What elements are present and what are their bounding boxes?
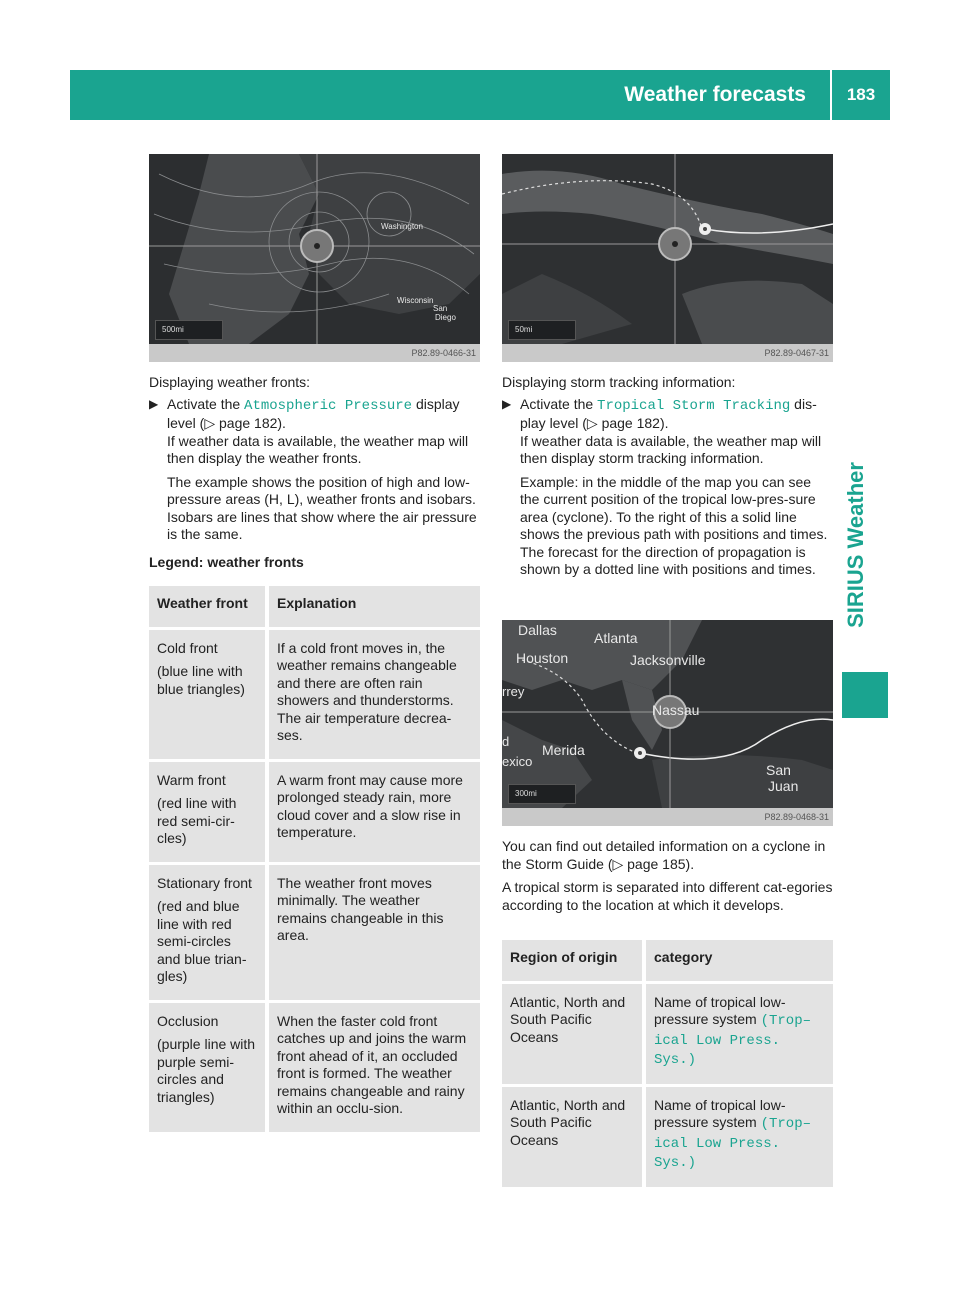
region-cell: Atlantic, North and South Pacific Oceans: [502, 1087, 646, 1190]
explanation-cell: When the faster cold front catches up and joins the warm front ahead of it, an occluded front is formed. The weather remains changeable and rainy within an occlu-sion.: [269, 1003, 480, 1135]
map-label: d: [502, 734, 510, 749]
map-scale: 50mi: [508, 320, 576, 340]
weather-fronts-map: [149, 154, 480, 362]
map-label: Nassau: [652, 702, 700, 718]
table-header-cell: category: [646, 940, 833, 984]
category-text: A tropical storm is separated into different cat-egories according to the location at which it develops.: [502, 879, 833, 913]
map-label: Atlanta: [594, 630, 638, 646]
storm-forecast-map: [502, 620, 833, 826]
instruction-step: ▶ Activate the Tropical Storm Tracking dis-play level (▷ page 182). If weather data is available, the weather map will then display storm tracking information.: [502, 395, 822, 466]
map-label: San: [433, 304, 448, 313]
right-column-lower: [502, 838, 833, 914]
instruction-step: ▶ Activate the Atmospheric Pressure display level (▷ page 182). If weather data is available, the weather map will then display the weather fronts.: [149, 395, 469, 466]
page-number: 183: [846, 85, 876, 104]
chapter-tab: [826, 430, 886, 660]
table-header-cell: Weather front: [149, 586, 269, 630]
example-text: The example shows the position of high and low-pressure areas (H, L), weather fronts and isobars. Isobars are lines that show where the air pressure is the same.: [167, 473, 477, 542]
map-label: Washington: [381, 222, 423, 231]
storm-category-table: [502, 940, 833, 1190]
storm-guide-text: You can find out detailed information on a cyclone in the Storm Guide (▷ page 185).: [502, 838, 826, 872]
map-scale: 500mi: [155, 320, 223, 340]
map-label: Jacksonville: [630, 652, 706, 668]
step-arrow-icon: ▶: [149, 396, 159, 411]
table-header-row: [149, 586, 480, 630]
section-title: Weather forecasts: [624, 83, 806, 106]
example-text: Example: in the middle of the map you can see the current position of the tropical low-pres-sure area (cyclone). To the right of this a solid line shows the previous path with positions and times. The forecast for the direction of propagation is shown by a dotted line with positions and times.: [520, 473, 828, 577]
front-cell: Warm front (red line with red semi-cir-cles): [149, 762, 269, 865]
image-code: P82.89-0468-31: [502, 808, 833, 826]
storm-tracking-map: [502, 154, 833, 362]
map-label: Merida: [542, 742, 585, 758]
left-column: [149, 374, 480, 571]
chapter-tab-label: SIRIUS Weather: [843, 462, 868, 628]
menu-item-reference: Atmospheric Pressure: [244, 397, 413, 414]
legend-title: Legend: weather fronts: [149, 553, 304, 570]
map-label: exico: [502, 754, 533, 769]
front-cell: Stationary front (red and blue line with red semi-circles and blue trian-gles): [149, 865, 269, 1003]
explanation-cell: A warm front may cause more prolonged steady rain, more cloud cover and a slow rise in temperature.: [269, 762, 480, 865]
image-code: P82.89-0466-31: [149, 344, 480, 362]
map-label: Dallas: [518, 622, 557, 638]
weather-fronts-map-graphic: [149, 154, 480, 344]
map-label: Houston: [516, 650, 569, 666]
table-row: [149, 1003, 480, 1135]
map-label: Juan: [768, 778, 799, 794]
table-row: [149, 865, 480, 1003]
table-row: [149, 762, 480, 865]
storm-tracking-map-graphic: [502, 154, 833, 344]
explanation-cell: The weather front moves minimally. The weather remains changeable in this area.: [269, 865, 480, 1003]
table-header-cell: Region of origin: [502, 940, 646, 984]
table-header-row: [502, 940, 833, 984]
chapter-marker: [842, 672, 888, 718]
front-cell: Cold front (blue line with blue triangles): [149, 630, 269, 762]
map-scale: 300mi: [508, 784, 576, 804]
right-column: [502, 374, 833, 579]
step-arrow-icon: ▶: [502, 396, 512, 411]
region-cell: Atlantic, North and South Pacific Oceans: [502, 984, 646, 1087]
table-row: [502, 984, 833, 1087]
table-header-cell: Explanation: [269, 586, 480, 630]
page-header: [70, 70, 890, 120]
category-cell: Name of tropical low-pressure system (Trop–ical Low Press. Sys.): [646, 984, 833, 1087]
intro-text: Displaying storm tracking information:: [502, 374, 736, 390]
table-row: [502, 1087, 833, 1190]
map-label: rrey: [502, 684, 525, 699]
image-code: P82.89-0467-31: [502, 344, 833, 362]
map-label: Diego: [435, 313, 456, 322]
weather-fronts-table: [149, 586, 480, 1135]
menu-item-reference: Tropical Storm Tracking: [597, 397, 791, 414]
front-cell: Occlusion (purple line with purple semi-circles and triangles): [149, 1003, 269, 1135]
explanation-cell: If a cold front moves in, the weather remains changeable and there are often rain showers and thunderstorms. The air temperature decrea-ses.: [269, 630, 480, 762]
category-cell: Name of tropical low-pressure system (Trop–ical Low Press. Sys.): [646, 1087, 833, 1190]
intro-text: Displaying weather fronts:: [149, 374, 311, 390]
map-label: San: [766, 762, 791, 778]
map-label: Wisconsin: [397, 296, 434, 305]
table-row: [149, 630, 480, 762]
